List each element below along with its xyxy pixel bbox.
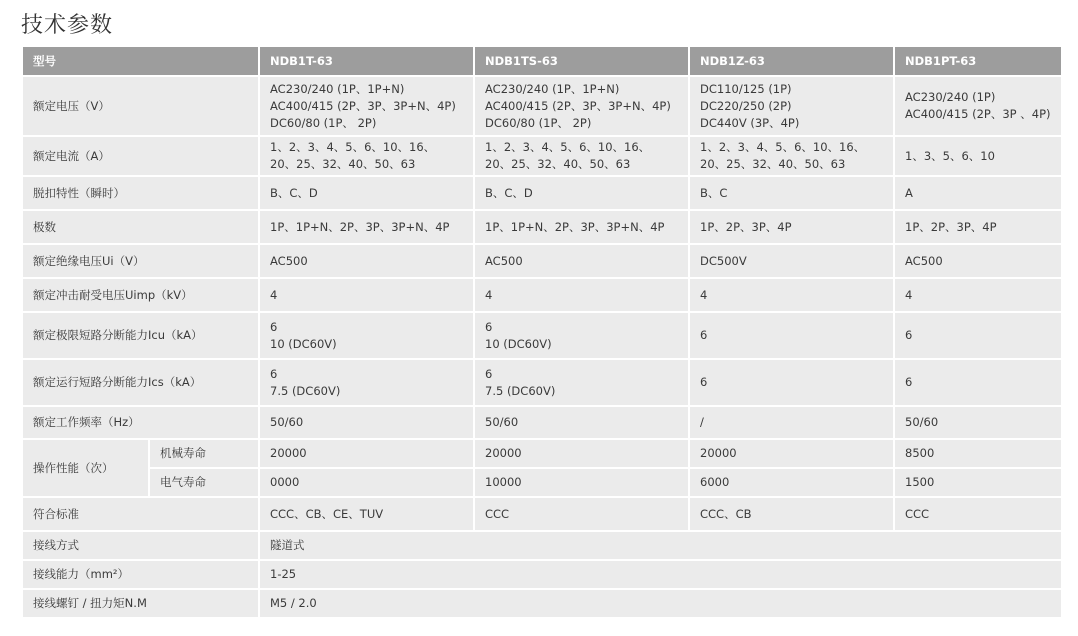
cell: AC500 (894, 244, 1062, 278)
row-label: 额定工作频率（Hz） (22, 406, 259, 439)
row-label: 接线方式 (22, 531, 259, 560)
cell-line: 6 (270, 319, 278, 334)
row-label: 符合标准 (22, 497, 259, 531)
cell-line: DC110/125 (1P) (700, 81, 792, 96)
cell: 1P、2P、3P、4P (894, 210, 1062, 244)
sub-row-label: 电气寿命 (149, 468, 259, 497)
cell-line: 6 (485, 366, 493, 381)
cell-line: 7.5 (DC60V) (270, 383, 341, 398)
cell-line: 1、2、3、4、5、6、10、16、 (270, 140, 436, 154)
cell: M5 / 2.0 (259, 589, 1062, 618)
cell: / (689, 406, 894, 439)
row-wiring-method (22, 531, 1062, 560)
cell (474, 312, 689, 359)
cell (259, 76, 474, 136)
cell: DC500V (689, 244, 894, 278)
row-wiring-capacity (22, 560, 1062, 589)
cell: 20000 (259, 439, 474, 468)
cell: 50/60 (259, 406, 474, 439)
cell: 0000 (259, 468, 474, 497)
model-header-ndb1t: NDB1T-63 (259, 46, 474, 76)
cell (259, 136, 474, 176)
cell-line: 10 (DC60V) (270, 336, 337, 351)
header-row (22, 46, 1062, 76)
cell: A (894, 176, 1062, 210)
row-terminal-screw (22, 589, 1062, 618)
cell: 1P、1P+N、2P、3P、3P+N、4P (259, 210, 474, 244)
row-operation-mechanical (22, 439, 1062, 468)
cell: B、C (689, 176, 894, 210)
cell: 6000 (689, 468, 894, 497)
row-icu (22, 312, 1062, 359)
row-rated-current (22, 136, 1062, 176)
cell: 50/60 (894, 406, 1062, 439)
cell (689, 76, 894, 136)
cell: CCC、CB、CE、TUV (259, 497, 474, 531)
cell-line: DC60/80 (1P、 2P) (485, 115, 592, 130)
cell: 8500 (894, 439, 1062, 468)
cell (689, 312, 894, 359)
row-frequency (22, 406, 1062, 439)
cell (689, 359, 894, 406)
cell-line: 20、25、32、40、50、63 (270, 157, 416, 171)
spec-table (21, 45, 1063, 619)
cell-line: 1、2、3、4、5、6、10、16、 (485, 140, 651, 154)
cell-line: DC440V (3P、4P) (700, 115, 800, 130)
cell: CCC (474, 497, 689, 531)
page-title: 技术参数 (21, 13, 114, 38)
cell: 1P、1P+N、2P、3P、3P+N、4P (474, 210, 689, 244)
cell: AC500 (259, 244, 474, 278)
cell (894, 312, 1062, 359)
row-poles (22, 210, 1062, 244)
sub-row-label: 机械寿命 (149, 439, 259, 468)
row-label: 极数 (22, 210, 259, 244)
model-header-ndb1ts: NDB1TS-63 (474, 46, 689, 76)
cell-line: 20、25、32、40、50、63 (700, 157, 846, 171)
cell: AC500 (474, 244, 689, 278)
cell (894, 76, 1062, 136)
cell-line: 6 (905, 328, 913, 342)
cell (474, 359, 689, 406)
row-label: 额定极限短路分断能力Icu（kA） (22, 312, 259, 359)
cell: 1500 (894, 468, 1062, 497)
cell: CCC、CB (689, 497, 894, 531)
cell-line: AC230/240 (1P、1P+N) (485, 81, 620, 96)
cell-line: 1、2、3、4、5、6、10、16、 (700, 140, 866, 154)
cell (689, 136, 894, 176)
cell: 20000 (474, 439, 689, 468)
row-label: 操作性能（次） (22, 439, 149, 497)
cell: 50/60 (474, 406, 689, 439)
cell-line: 6 (700, 375, 708, 389)
cell-line: 20、25、32、40、50、63 (485, 157, 631, 171)
cell (474, 76, 689, 136)
cell: B、C、D (259, 176, 474, 210)
cell: 1-25 (259, 560, 1062, 589)
cell: CCC (894, 497, 1062, 531)
cell-line: 10 (DC60V) (485, 336, 552, 351)
row-label: 脱扣特性（瞬时） (22, 176, 259, 210)
cell-line: 6 (485, 319, 493, 334)
cell-line: 6 (700, 328, 708, 342)
cell (894, 359, 1062, 406)
cell: 20000 (689, 439, 894, 468)
row-label: 额定冲击耐受电压Uimp（kV） (22, 278, 259, 312)
row-label: 额定电流（A） (22, 136, 259, 176)
cell-line: AC400/415 (2P、3P、3P+N、4P) (270, 98, 456, 113)
row-label: 额定电压（V） (22, 76, 259, 136)
cell-line: 6 (270, 366, 278, 381)
cell: 4 (894, 278, 1062, 312)
cell: 隧道式 (259, 531, 1062, 560)
row-impulse-voltage (22, 278, 1062, 312)
row-ics (22, 359, 1062, 406)
cell-line: 7.5 (DC60V) (485, 383, 556, 398)
cell-line: 6 (905, 375, 913, 389)
row-label: 接线螺钉 / 扭力矩N.M (22, 589, 259, 618)
model-header-ndb1pt: NDB1PT-63 (894, 46, 1062, 76)
cell: 4 (474, 278, 689, 312)
cell: 1P、2P、3P、4P (689, 210, 894, 244)
cell-line: DC60/80 (1P、 2P) (270, 115, 377, 130)
cell: 4 (689, 278, 894, 312)
cell-line: AC400/415 (2P、3P、3P+N、4P) (485, 98, 671, 113)
cell-line: AC230/240 (1P) (905, 90, 996, 104)
cell: B、C、D (474, 176, 689, 210)
cell-line: AC230/240 (1P、1P+N) (270, 81, 405, 96)
row-trip-characteristic (22, 176, 1062, 210)
model-label-header: 型号 (22, 46, 259, 76)
cell (259, 312, 474, 359)
row-label: 额定运行短路分断能力Ics（kA） (22, 359, 259, 406)
row-insulation-voltage (22, 244, 1062, 278)
row-operation-electrical (22, 468, 1062, 497)
row-rated-voltage (22, 76, 1062, 136)
cell-line: AC400/415 (2P、3P 、4P) (905, 107, 1051, 121)
row-label: 接线能力（mm²） (22, 560, 259, 589)
row-standards (22, 497, 1062, 531)
cell (894, 136, 1062, 176)
cell-line: 1、3、5、6、10 (905, 148, 995, 163)
cell: 10000 (474, 468, 689, 497)
cell (474, 136, 689, 176)
row-label: 额定绝缘电压Ui（V） (22, 244, 259, 278)
cell (259, 359, 474, 406)
cell: 4 (259, 278, 474, 312)
model-header-ndb1z: NDB1Z-63 (689, 46, 894, 76)
cell-line: DC220/250 (2P) (700, 98, 792, 113)
